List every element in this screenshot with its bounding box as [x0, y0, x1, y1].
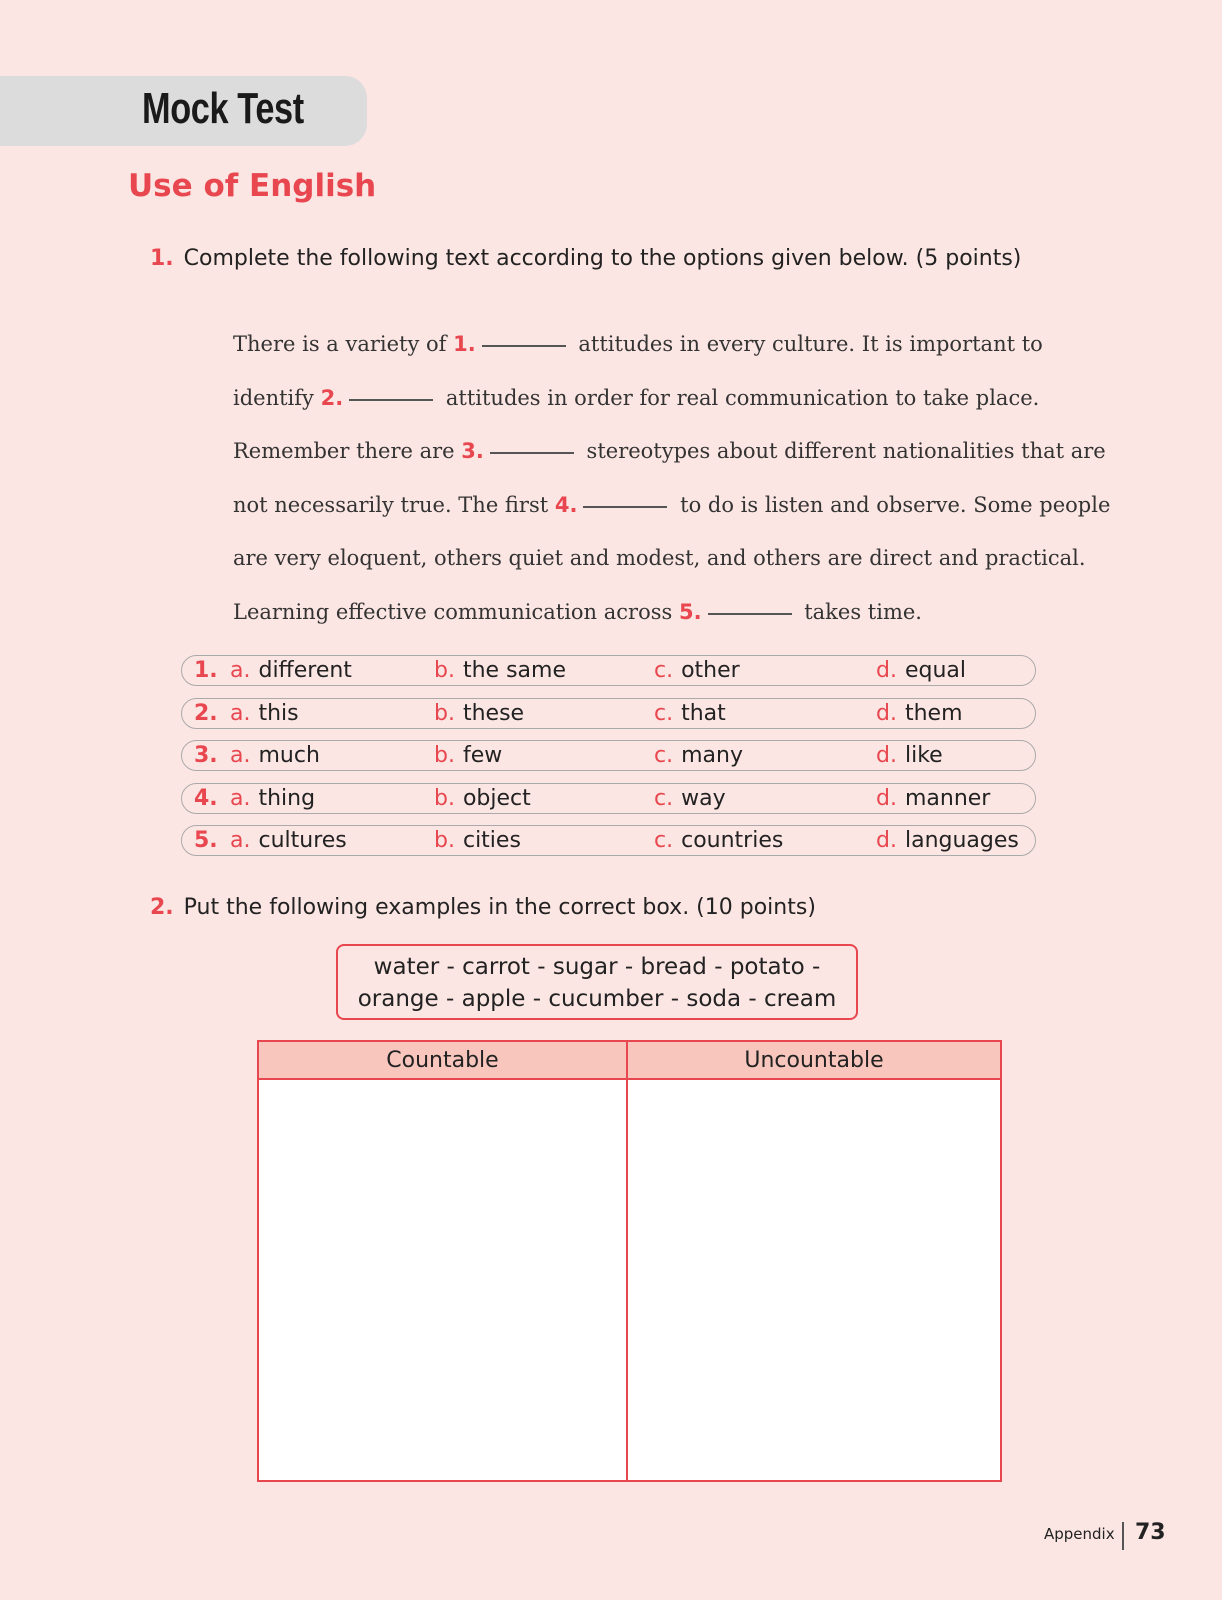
option-b[interactable] [434, 656, 566, 685]
option-d[interactable] [876, 784, 990, 813]
option-letter: b. [434, 658, 455, 683]
option-text: cultures [258, 828, 347, 853]
option-number: 1. [194, 658, 218, 683]
option-b[interactable] [434, 699, 524, 728]
option-a[interactable] [230, 699, 299, 728]
uncountable-header: Uncountable [628, 1042, 1000, 1080]
option-text: different [258, 658, 352, 683]
instruction-text: Put the following examples in the correct box. (10 points) [183, 895, 816, 920]
option-letter: a. [230, 700, 251, 726]
option-row [181, 655, 1036, 686]
option-row [181, 698, 1036, 729]
countable-header: Countable [259, 1042, 626, 1080]
option-letter: b. [434, 743, 455, 768]
blank-number: 2. [320, 385, 344, 410]
answer-blank[interactable] [349, 399, 433, 401]
option-c[interactable] [654, 699, 726, 728]
option-text: object [462, 785, 531, 811]
passage-text: not necessarily true. The first [233, 492, 555, 517]
option-letter: c. [654, 658, 674, 683]
option-text: like [904, 743, 943, 768]
option-row [181, 783, 1036, 814]
option-text: countries [681, 828, 784, 853]
option-letter: a. [230, 658, 251, 683]
option-text: manner [904, 785, 991, 811]
passage-text: are very eloquent, others quiet and modest, and others are direct and practical. [233, 546, 1086, 570]
sorting-table [257, 1040, 1002, 1482]
option-row [181, 825, 1036, 856]
countable-answer-area[interactable] [259, 1080, 626, 1480]
option-d[interactable] [876, 656, 966, 685]
option-number: 3. [194, 743, 218, 768]
option-text: equal [904, 658, 967, 683]
passage-line [233, 479, 1111, 533]
passage-text: attitudes in every culture. It is important to [571, 332, 1043, 356]
option-c[interactable] [654, 826, 783, 855]
blank-number: 4. [554, 492, 578, 517]
option-b[interactable] [434, 741, 502, 770]
footer-label: Appendix [1044, 1525, 1115, 1543]
passage-line [233, 425, 1106, 479]
footer-divider [1122, 1522, 1124, 1550]
option-letter: d. [876, 700, 897, 726]
question-2-instruction [150, 895, 816, 920]
page-title: Mock Test [142, 84, 304, 133]
option-letter: c. [654, 828, 674, 853]
answer-blank[interactable] [583, 506, 667, 508]
option-text: the same [462, 658, 566, 683]
option-b[interactable] [434, 826, 521, 855]
option-row [181, 740, 1036, 771]
question-1-instruction [150, 246, 1021, 271]
option-text: cities [462, 828, 521, 853]
option-letter: c. [654, 700, 674, 726]
option-text: few [462, 743, 503, 768]
passage [233, 318, 1111, 639]
option-d[interactable] [876, 826, 1019, 855]
passage-text: attitudes in order for real communication to take place. [439, 385, 1040, 410]
option-c[interactable] [654, 784, 726, 813]
uncountable-answer-area[interactable] [628, 1080, 1000, 1480]
instruction-text: Complete the following text according to the options given below. (5 points) [183, 246, 1022, 271]
option-text: much [258, 743, 320, 768]
option-letter: d. [876, 785, 897, 811]
option-text: other [681, 658, 740, 683]
answer-blank[interactable] [708, 613, 792, 615]
question-number: 1. [150, 246, 174, 271]
word-bank [336, 944, 858, 1020]
option-letter: a. [230, 743, 251, 768]
option-d[interactable] [876, 699, 963, 728]
option-letter: d. [876, 743, 897, 768]
blank-number: 1. [453, 332, 476, 356]
option-letter: a. [230, 828, 251, 853]
option-a[interactable] [230, 741, 320, 770]
option-text: these [462, 700, 525, 726]
options-list [181, 655, 1036, 868]
blank-number: 5. [678, 599, 702, 624]
option-a[interactable] [230, 784, 315, 813]
passage-line [233, 586, 1093, 640]
word-bank-line: water - carrot - sugar - bread - potato - [373, 954, 821, 980]
passage-line [233, 532, 1093, 586]
option-a[interactable] [230, 826, 347, 855]
option-letter: b. [434, 828, 455, 853]
option-number: 5. [194, 828, 218, 853]
option-letter: a. [230, 785, 251, 811]
option-text: languages [904, 828, 1019, 853]
option-text: thing [258, 785, 316, 811]
option-letter: d. [876, 828, 897, 853]
word-bank-line: orange - apple - cucumber - soda - cream [357, 986, 837, 1012]
option-a[interactable] [230, 656, 352, 685]
answer-blank[interactable] [482, 345, 566, 347]
option-c[interactable] [654, 656, 740, 685]
option-letter: b. [434, 700, 455, 726]
option-text: this [258, 700, 299, 726]
passage-line [233, 372, 1093, 426]
option-letter: c. [654, 785, 674, 811]
option-d[interactable] [876, 741, 943, 770]
passage-text: identify [233, 385, 321, 410]
passage-text: Remember there are [233, 439, 462, 463]
option-number: 4. [194, 785, 218, 811]
option-text: many [681, 743, 743, 768]
passage-text: There is a variety of [233, 332, 454, 356]
option-letter: d. [876, 658, 897, 683]
question-number: 2. [150, 895, 174, 920]
blank-number: 3. [461, 439, 484, 463]
passage-text: stereotypes about different nationalities that are [579, 439, 1106, 463]
option-text: way [681, 785, 726, 811]
option-letter: c. [654, 743, 674, 768]
option-letter: b. [434, 785, 455, 811]
passage-text: Learning effective communication across [233, 599, 679, 624]
page-number: 73 [1135, 1520, 1166, 1545]
option-number: 2. [194, 700, 218, 726]
option-text: them [904, 700, 963, 726]
option-b[interactable] [434, 784, 531, 813]
answer-blank[interactable] [490, 452, 574, 454]
passage-line [233, 318, 1093, 372]
section-title: Use of English [128, 168, 377, 204]
option-text: that [681, 700, 726, 726]
passage-text: to do is listen and observe. Some people [673, 492, 1111, 517]
passage-text: takes time. [797, 599, 922, 624]
option-c[interactable] [654, 741, 743, 770]
